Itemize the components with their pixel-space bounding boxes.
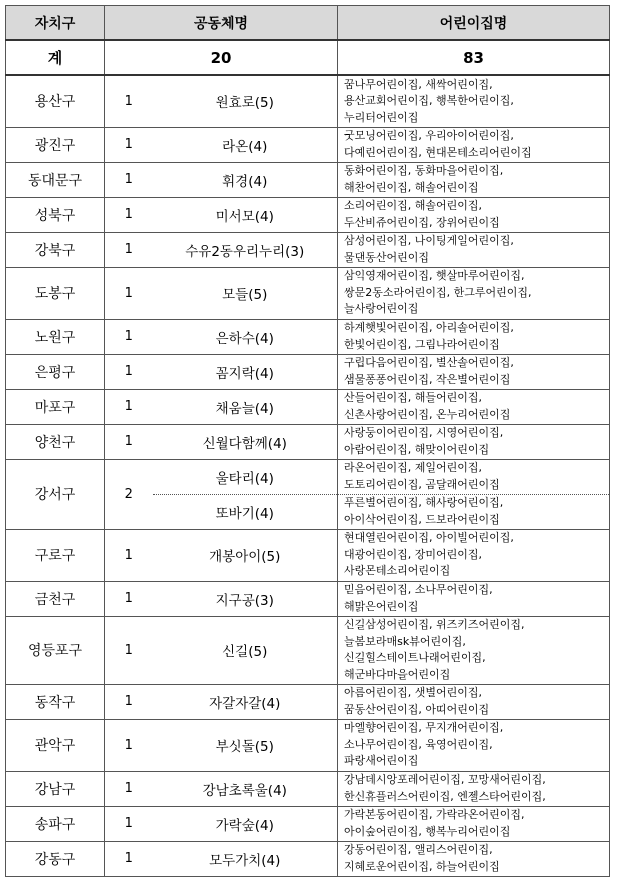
daycare-line: 구립다음어린이집, 별산솔어린이집,	[344, 356, 514, 369]
community-name-cell: 모두가치(4)	[153, 841, 338, 876]
daycare-line: 굿모닝어린이집, 우리아이어린이집,	[344, 129, 514, 142]
daycare-line: 대광어린이집, 장미어린이집,	[344, 547, 483, 561]
daycare-line: 물댄동산어린이집	[344, 250, 430, 264]
daycare-line: 해군바다마을어린이집	[344, 667, 451, 681]
daycare-line: 두산비쥬어린이집, 장위어린이집	[344, 215, 500, 229]
daycare-line: 사랑둥이어린이집, 시영어린이집,	[344, 426, 504, 439]
daycare-line: 산들어린이집, 해들어린이집,	[344, 391, 483, 404]
community-name-cell: 채움늘(4)	[153, 389, 338, 424]
daycare-list-cell	[338, 616, 610, 684]
daycare-line: 하계햇빛어린이집, 아리솔어린이집,	[344, 321, 514, 334]
daycare-line: 현대열린어린이집, 아이빌어린이집,	[344, 531, 514, 545]
daycare-list-cell	[338, 232, 610, 267]
count-cell: 1	[105, 232, 153, 267]
count-cell: 1	[105, 841, 153, 876]
table-row	[6, 389, 610, 424]
count-cell: 1	[105, 319, 153, 354]
daycare-line: 마엘향어린이집, 무지개어린이집,	[344, 721, 504, 735]
daycare-list-cell	[338, 354, 610, 389]
count-cell: 1	[105, 127, 153, 162]
daycare-line: 해찬어린이집, 해솔어린이집	[344, 180, 479, 194]
table-row	[6, 354, 610, 389]
district-cell: 송파구	[6, 806, 105, 841]
daycare-list-cell	[338, 841, 610, 876]
count-cell: 1	[105, 581, 153, 616]
daycare-line: 꿈동산어린이집, 아띠어린이집	[344, 702, 490, 716]
daycare-list-cell	[338, 529, 610, 581]
table-row	[6, 162, 610, 197]
daycare-line: 누리터어린이집	[344, 110, 419, 124]
district-cell: 노원구	[6, 319, 105, 354]
daycare-line: 지혜로운어린이집, 하늘어린이집	[344, 859, 500, 873]
count-cell: 1	[105, 354, 153, 389]
count-cell: 1	[105, 806, 153, 841]
count-cell: 1	[105, 424, 153, 459]
daycare-list-cell	[338, 771, 610, 806]
count-cell: 1	[105, 75, 153, 127]
district-cell: 용산구	[6, 75, 105, 127]
district-cell: 동작구	[6, 684, 105, 719]
table-row	[6, 616, 610, 684]
community-name-cell: 신월다함께(4)	[153, 424, 338, 459]
daycare-line: 아이삭어린이집, 드보라어린이집	[344, 512, 500, 526]
daycare-line: 강동어린이집, 앨리스어린이집,	[344, 843, 493, 856]
community-name-cell: 또바기(4)	[153, 494, 338, 529]
total-label: 계	[6, 40, 105, 75]
daycare-line: 아이숲어린이집, 행복누리어린이집	[344, 824, 511, 838]
daycare-line: 푸른별어린이집, 해사랑어린이집,	[344, 496, 504, 509]
daycare-line: 용산교회어린이집, 행복한어린이집,	[344, 94, 514, 107]
daycare-line: 아름어린이집, 샛별어린이집,	[344, 686, 483, 699]
table-row	[6, 719, 610, 771]
table-row	[6, 581, 610, 616]
community-name-cell: 꼼지락(4)	[153, 354, 338, 389]
daycare-line: 샘물퐁퐁어린이집, 작은별어린이집	[344, 372, 511, 386]
daycare-list-cell	[338, 197, 610, 232]
community-name-cell: 수유2동우리누리(3)	[153, 232, 338, 267]
header-daycare: 어린이집명	[338, 6, 610, 41]
daycare-list-cell	[338, 424, 610, 459]
community-name-cell: 부싯돌(5)	[153, 719, 338, 771]
daycare-line: 늘사랑어린이집	[344, 302, 419, 316]
total-community-count: 20	[105, 40, 338, 75]
table-row	[6, 529, 610, 581]
daycare-list-cell	[338, 319, 610, 354]
daycare-list-cell	[338, 127, 610, 162]
daycare-line: 꿈나무어린이집, 새싹어린이집,	[344, 77, 493, 91]
header-row	[6, 6, 610, 41]
daycare-line: 도토리어린이집, 곰달래어린이집	[344, 477, 500, 491]
count-cell: 1	[105, 684, 153, 719]
count-cell: 1	[105, 197, 153, 232]
daycare-line: 동화어린이집, 동화마을어린이집,	[344, 164, 504, 177]
daycare-line: 한신휴플러스어린이집, 엔젤스타어린이집,	[344, 789, 546, 803]
count-cell: 2	[105, 459, 153, 529]
table-row	[6, 267, 610, 319]
community-name-cell: 라온(4)	[153, 127, 338, 162]
community-name-cell: 은하수(4)	[153, 319, 338, 354]
daycare-line: 가락본동어린이집, 가락라온어린이집,	[344, 808, 525, 821]
daycare-list-cell	[338, 75, 610, 127]
district-cell: 강북구	[6, 232, 105, 267]
daycare-line: 신길삼성어린이집, 위즈키즈어린이집,	[344, 618, 525, 631]
table-row	[6, 459, 610, 494]
district-cell: 양천구	[6, 424, 105, 459]
daycare-line: 신촌사랑어린이집, 온누리어린이집	[344, 407, 511, 421]
daycare-list-cell	[338, 684, 610, 719]
total-daycare-count: 83	[338, 40, 610, 75]
daycare-line: 삼성어린이집, 나이팅게일어린이집,	[344, 234, 514, 247]
district-cell: 광진구	[6, 127, 105, 162]
daycare-line: 늘봄보라매sk뷰어린이집,	[344, 634, 466, 648]
count-cell: 1	[105, 389, 153, 424]
district-cell: 관악구	[6, 719, 105, 771]
district-cell: 은평구	[6, 354, 105, 389]
community-name-cell: 자갈자갈(4)	[153, 684, 338, 719]
daycare-list-cell	[338, 459, 610, 494]
daycare-line: 해맑은어린이집	[344, 599, 419, 613]
district-cell: 마포구	[6, 389, 105, 424]
daycare-line: 라온어린이집, 제일어린이집,	[344, 461, 483, 474]
table-row	[6, 841, 610, 876]
table-row	[6, 75, 610, 127]
community-name-cell: 미서모(4)	[153, 197, 338, 232]
table-row	[6, 197, 610, 232]
daycare-line: 신길힐스테이트나래어린이집,	[344, 651, 486, 664]
total-row	[6, 40, 610, 75]
daycare-line: 아람어린이집, 해맞이어린이집	[344, 442, 490, 456]
daycare-line: 파랑새어린이집	[344, 754, 419, 768]
community-name-cell: 개봉아이(5)	[153, 529, 338, 581]
daycare-community-table	[5, 5, 610, 877]
daycare-line: 다예린어린이집, 현대몬테소리어린이집	[344, 145, 532, 159]
community-name-cell: 가락숲(4)	[153, 806, 338, 841]
district-cell: 구로구	[6, 529, 105, 581]
daycare-line: 소나무어린이집, 육영어린이집,	[344, 737, 493, 751]
district-cell: 강서구	[6, 459, 105, 529]
community-name-cell: 강남초록울(4)	[153, 771, 338, 806]
daycare-list-cell	[338, 162, 610, 197]
daycare-line: 소리어린이집, 해솔어린이집,	[344, 199, 483, 212]
table-row	[6, 806, 610, 841]
district-cell: 도봉구	[6, 267, 105, 319]
table-row	[6, 424, 610, 459]
daycare-list-cell	[338, 267, 610, 319]
header-district: 자치구	[6, 6, 105, 41]
table-row	[6, 319, 610, 354]
count-cell: 1	[105, 771, 153, 806]
daycare-line: 삼익영재어린이집, 햇살마루어린이집,	[344, 269, 525, 283]
count-cell: 1	[105, 162, 153, 197]
daycare-line: 믿음어린이집, 소나무어린이집,	[344, 583, 493, 596]
district-cell: 영등포구	[6, 616, 105, 684]
community-name-cell: 휘경(4)	[153, 162, 338, 197]
count-cell: 1	[105, 719, 153, 771]
table-row	[6, 684, 610, 719]
community-name-cell: 울타리(4)	[153, 459, 338, 494]
district-cell: 동대문구	[6, 162, 105, 197]
table-row	[6, 232, 610, 267]
daycare-line: 강남데시앙포레어린이집, 꼬망새어린이집,	[344, 773, 546, 786]
count-cell: 1	[105, 616, 153, 684]
daycare-community-table-wrapper	[5, 5, 610, 877]
daycare-list-cell	[338, 494, 610, 529]
community-name-cell: 모들(5)	[153, 267, 338, 319]
table-row	[6, 771, 610, 806]
table-row	[6, 127, 610, 162]
count-cell: 1	[105, 529, 153, 581]
district-cell: 강남구	[6, 771, 105, 806]
district-cell: 성북구	[6, 197, 105, 232]
daycare-line: 쌍문2동소라어린이집, 한그루어린이집,	[344, 285, 532, 299]
daycare-list-cell	[338, 581, 610, 616]
district-cell: 강동구	[6, 841, 105, 876]
daycare-line: 사랑몬테소리어린이집	[344, 564, 451, 578]
community-name-cell: 원효로(5)	[153, 75, 338, 127]
daycare-list-cell	[338, 389, 610, 424]
daycare-list-cell	[338, 806, 610, 841]
district-cell: 금천구	[6, 581, 105, 616]
daycare-list-cell	[338, 719, 610, 771]
count-cell: 1	[105, 267, 153, 319]
daycare-line: 한빛어린이집, 그림나라어린이집	[344, 337, 500, 351]
community-name-cell: 신길(5)	[153, 616, 338, 684]
community-name-cell: 지구공(3)	[153, 581, 338, 616]
header-community: 공동체명	[105, 6, 338, 41]
